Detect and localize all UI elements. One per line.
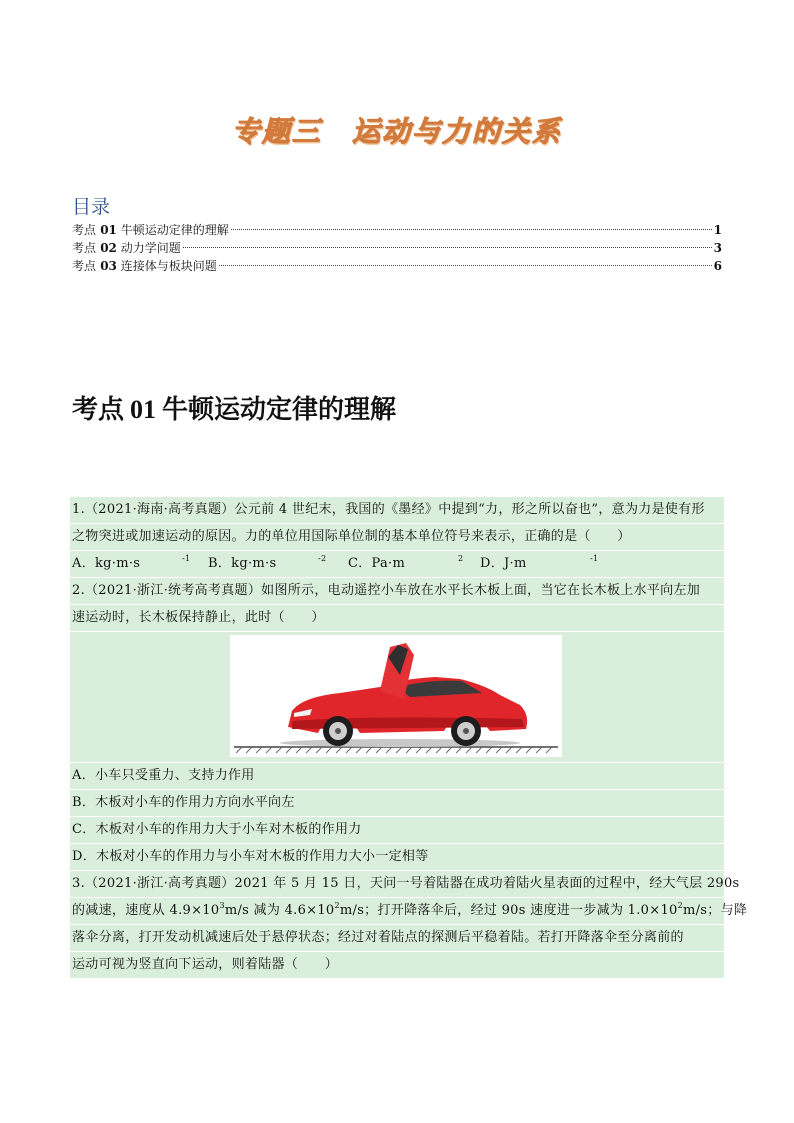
toc-page: 1 [713, 223, 722, 237]
section-heading: 考点 01 牛顿运动定律的理解 [72, 395, 397, 425]
q2-option-a[interactable]: A．小车只受重力、支持力作用 [70, 763, 724, 790]
q3-line: 落伞分离，打开发动机减速后处于悬停状态；经过对着陆点的探测后平稳着陆。若打开降落伞至分离前的 [70, 925, 724, 952]
car-figure [230, 635, 562, 757]
q3-line: 3.（2021·浙江·高考真题）2021 年 5 月 15 日，天问一号着陆器在成功着陆火星表面的过程中，经大气层 290s [70, 871, 724, 898]
toc-page: 3 [713, 241, 722, 255]
question-block [70, 497, 748, 979]
q2-option-c[interactable]: C．木板对小车的作用力大于小车对木板的作用力 [70, 817, 724, 844]
q1-line: 之物突进或加速运动的原因。力的单位用国际单位制的基本单位符号来表示，正确的是（ ） [70, 524, 724, 551]
q1-option-c[interactable]: C．Pa·m $^2$ [348, 554, 464, 571]
toc-item-2[interactable]: 考点 02 动力学问题 3 [72, 241, 722, 255]
q1-option-a[interactable]: A．kg·m·s $^{-1}$ [72, 554, 191, 571]
q1-options [70, 551, 724, 578]
toc-leader [219, 265, 712, 266]
q2-line: 2.（2021·浙江·统考高考真题）如图所示，电动遥控小车放在水平长木板上面，当它在长木板上水平向左加 [70, 578, 724, 605]
q1-option-b[interactable]: B．kg·m·s $^{-2}$ [208, 554, 327, 571]
rc-car-icon [230, 635, 562, 757]
toc-leader [183, 247, 712, 248]
toc-leader [231, 229, 712, 230]
table-of-contents [72, 192, 722, 275]
document-title [0, 110, 794, 150]
title-part1: 专题三 [231, 115, 322, 148]
toc-item-3[interactable]: 考点 03 连接体与板块问题 6 [72, 259, 722, 273]
title-part2: 运动与力的关系 [352, 115, 563, 148]
q2-option-d[interactable]: D．木板对小车的作用力与小车对木板的作用力大小一定相等 [70, 844, 724, 871]
q1-line: 1.（2021·海南·高考真题）公元前 4 世纪末，我国的《墨经》中提到“力，形之所以奋也”，意为力是使有形 [70, 497, 724, 524]
toc-page: 6 [713, 259, 722, 273]
q3-line: 运动可视为竖直向下运动，则着陆器（ ） [70, 952, 724, 979]
q2-option-b[interactable]: B．木板对小车的作用力方向水平向左 [70, 790, 724, 817]
q3-line: 的减速，速度从 $4.9\times 10^3m/s$ 减为 $4.6\times 10^2m/s$；打开降落伞后，经过 90s 速度进一步减为 $1.0\times 10^2m/s$；与降 [70, 898, 724, 925]
q2-figure-row [70, 632, 724, 763]
toc-heading: 目录 [72, 196, 111, 218]
q1-option-d[interactable]: D．J·m $^{-1}$ [480, 554, 599, 571]
q2-line: 速运动时，长木板保持静止，此时（ ） [70, 605, 724, 632]
toc-item-1[interactable]: 考点 01 牛顿运动定律的理解 1 [72, 223, 722, 237]
